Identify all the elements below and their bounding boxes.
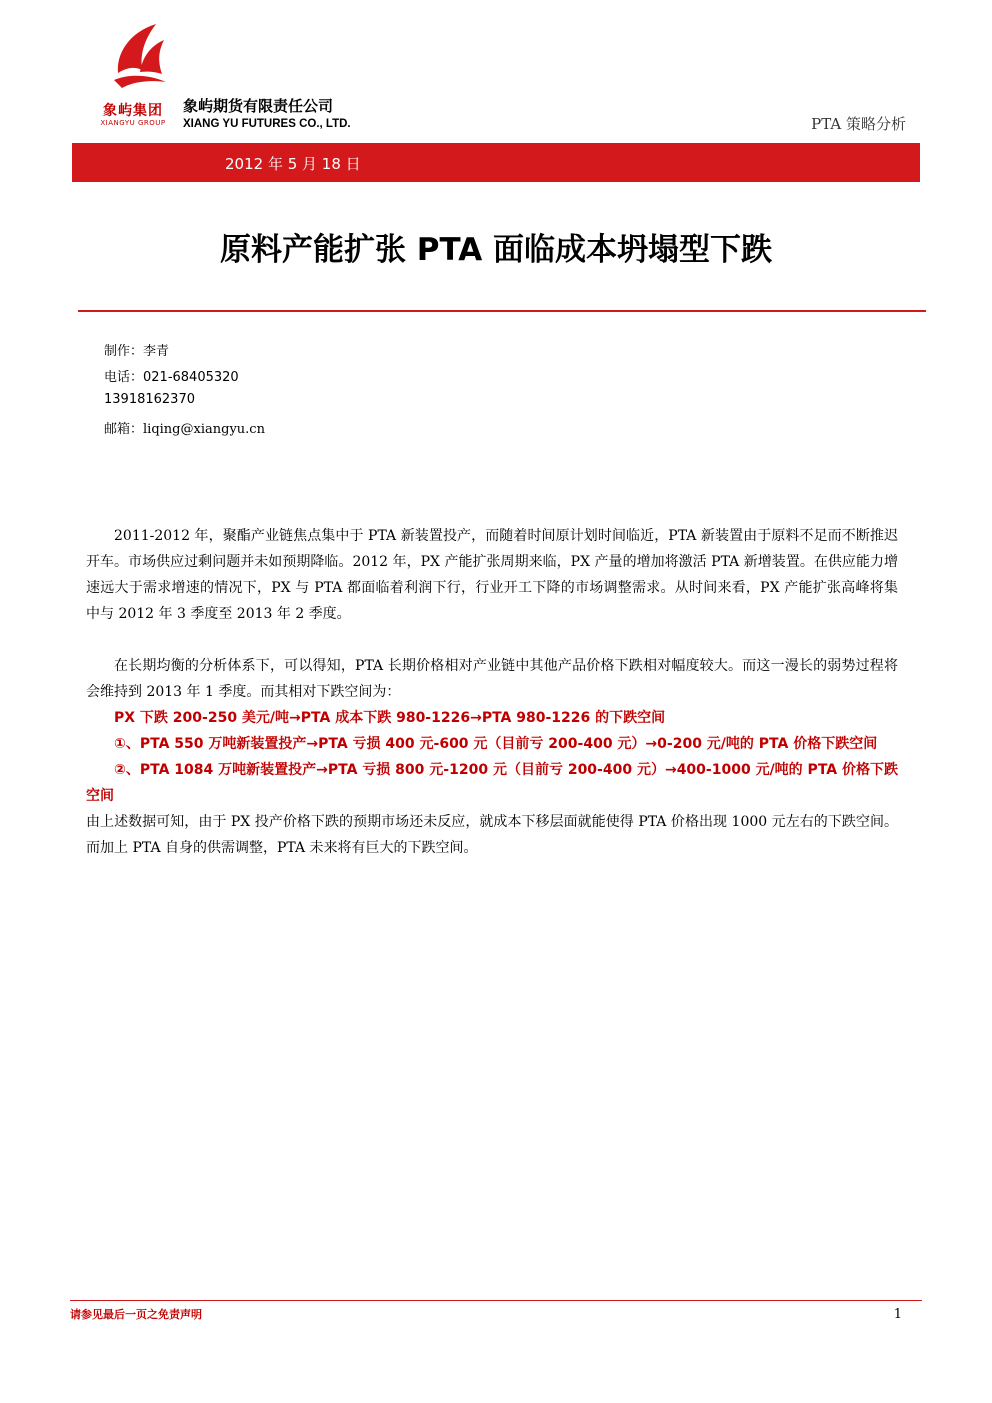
disclaimer-note: 请参见最后一页之免责声明: [70, 1308, 202, 1321]
phone-number: 021-68405320: [143, 370, 239, 385]
company-name-cn: 象屿期货有限责任公司: [183, 97, 334, 115]
title-divider: [78, 310, 926, 312]
mobile-line: [104, 392, 195, 407]
page-number: 1: [893, 1307, 902, 1322]
phone-line: [104, 366, 239, 385]
author-name: 李青: [143, 344, 170, 359]
highlight-line-3: ②、PTA 1084 万吨新装置投产→PTA 亏损 800 元-1200 元（目前亏 200-400 元）→400-1000 元/吨的 PTA 价格下跌空间: [86, 762, 898, 804]
email-line: [104, 418, 265, 437]
highlight-line-2: ①、PTA 550 万吨新装置投产→PTA 亏损 400 元-600 元（目前亏 200-400 元）→0-200 元/吨的 PTA 价格下跌空间: [114, 736, 878, 752]
logo-group-name-en: XIANGYU GROUP: [100, 119, 166, 127]
date-banner: [72, 143, 920, 182]
email-label: 邮箱：: [104, 422, 144, 437]
body-paragraph-1: 2011-2012 年，聚酯产业链焦点集中于 PTA 新装置投产，而随着时间原计划时间临近，PTA 新装置由于原料不足而不断推迟开车。市场供应过剩问题并未如预期降临。2012 年，PX 产能扩张周期来临，PX 产量的增加将激活 PTA 新增装置。在供应能力增速远大于需求增速的情况下，PX 与 PTA 都面临着利润下行，行业开工下降的市场调整需求。从时间来看，PX 产能扩张高峰将集中与 2012 年 3 季度至 2013 年 2 季度。: [86, 528, 898, 622]
footer-divider: [70, 1300, 922, 1301]
report-date: 2012 年 5 月 18 日: [225, 155, 361, 173]
author-label: 制作：: [104, 344, 144, 359]
report-type: PTA 策略分析: [811, 115, 906, 133]
email-address: liqing@xiangyu.cn: [143, 422, 265, 437]
mobile-number: 13918162370: [104, 392, 195, 407]
phone-label: 电话：: [104, 370, 144, 385]
body-paragraph-3: 由上述数据可知，由于 PX 投产价格下跌的预期市场还未反应，就成本下移层面就能使得 PTA 价格出现 1000 元左右的下跌空间。而加上 PTA 自身的供需调整，PTA 未来将有巨大的下跌空间。: [86, 814, 898, 856]
logo-group-name: 象屿集团: [103, 103, 163, 119]
company-name-en: XIANG YU FUTURES CO., LTD.: [183, 118, 351, 130]
body-paragraph-2: 在长期均衡的分析体系下，可以得知，PTA 长期价格相对产业链中其他产品价格下跌相对幅度较大。而这一漫长的弱势过程将会维持到 2013 年 1 季度。而其相对下跌空间为：: [86, 658, 898, 700]
report-body: [86, 523, 898, 861]
author-line: [104, 340, 169, 359]
highlight-line-1: PX 下跌 200-250 美元/吨→PTA 成本下跌 980-1226→PTA 980-1226 的下跌空间: [114, 710, 666, 726]
page-title: 原料产能扩张 PTA 面临成本坍塌型下跌: [219, 232, 773, 268]
